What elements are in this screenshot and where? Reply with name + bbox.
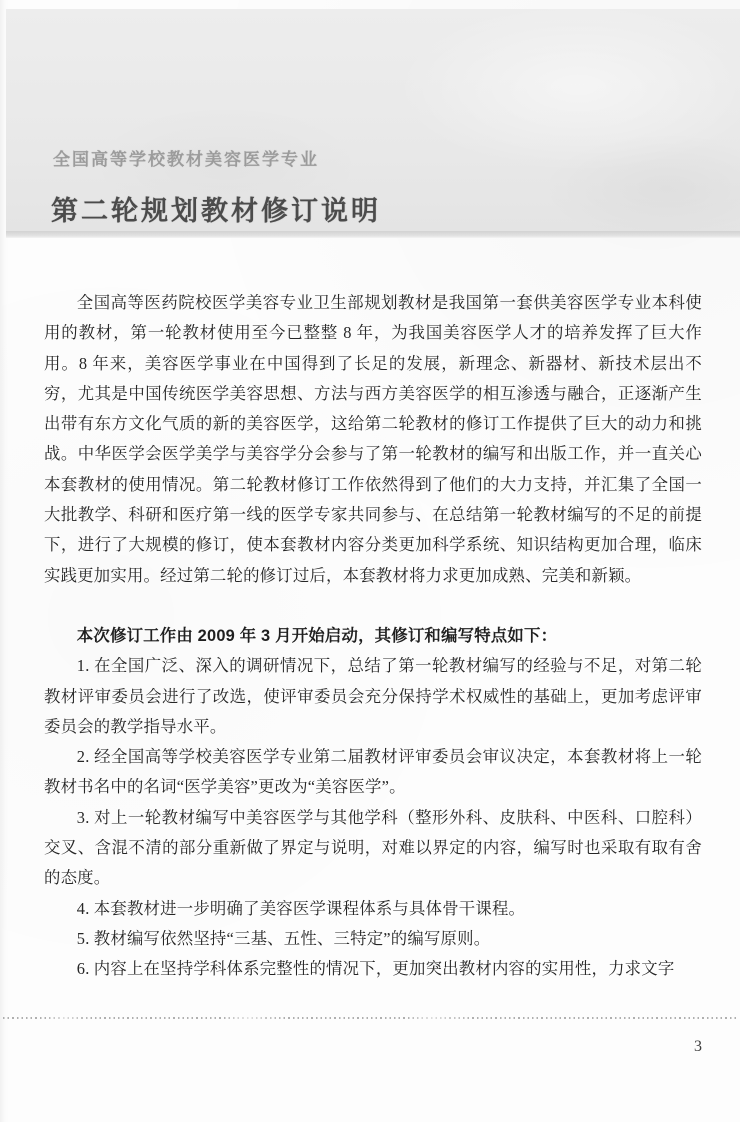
header-band	[6, 9, 740, 233]
revision-item-3: 3. 对上一轮教材编写中美容医学与其他学科（整形外科、皮肤科、中医科、口腔科）交叉、含混不清的部分重新做了界定与说明，对难以界定的内容，编写时也采取有取有舍的态度。	[44, 807, 702, 888]
footer-dotted-rule	[3, 1017, 737, 1019]
page-number: 3	[694, 1038, 702, 1055]
series-label: 全国高等学校教材美容医学专业	[53, 150, 319, 169]
revision-item-6: 6. 内容上在坚持学科体系完整性的情况下，更加突出教材内容的实用性，力求文字	[76, 959, 675, 979]
document-body	[44, 288, 702, 985]
revision-item-5: 5. 教材编写依然坚持“三基、五性、三特定”的编写原则。	[76, 928, 491, 948]
revision-intro-line: 本次修订工作由 2009 年 3 月开始启动，其修订和编写特点如下：	[76, 626, 558, 645]
page-title: 第二轮规划教材修订说明	[51, 196, 381, 226]
revision-item-4: 4. 本套教材进一步明确了美容医学课程体系与具体骨干课程。	[76, 898, 526, 918]
paragraph-overview: 全国高等医药院校医学美容专业卫生部规划教材是我国第一套供美容医学专业本科使用的教材，第一轮教材使用至今已整整 8 年，为我国美容医学人才的培养发挥了巨大作用。8 年来，美容医学事业在中国得到了长足的发展，新理念、新器材、新技术层出不穷，尤其是中国传统医学美容思想、方法与西方美容医学的相互渗透与融合，正逐渐产生出带有东方文化气质的新的美容医学，这给第二轮教材的修订工作提供了巨大的动力和挑战。中华医学会医学美学与美容学分会参与了第一轮教材的编写和出版工作，并一直关心本套教材的使用情况。第二轮教材修订工作依然得到了他们的大力支持，并汇集了全国一大批教学、科研和医疗第一线的医学专家共同参与、在总结第一轮教材编写的不足的前提下，进行了大规模的修订，使本套教材内容分类更加科学系统、知识结构更加合理，临床实践更加实用。经过第二轮的修订过后，本套教材将力求更加成熟、完美和新颖。	[44, 293, 702, 585]
revision-item-1: 1. 在全国广泛、深入的调研情况下，总结了第一轮教材编写的经验与不足，对第二轮教材评审委员会进行了改选，使评审委员会充分保持学术权威性的基础上，更加考虑评审委员会的教学指导水平。	[44, 656, 702, 736]
revision-item-2: 2. 经全国高等学校美容医学专业第二届教材评审委员会审议决定，本套教材将上一轮教材书名中的名词“医学美容”更改为“美容医学”。	[44, 747, 702, 797]
